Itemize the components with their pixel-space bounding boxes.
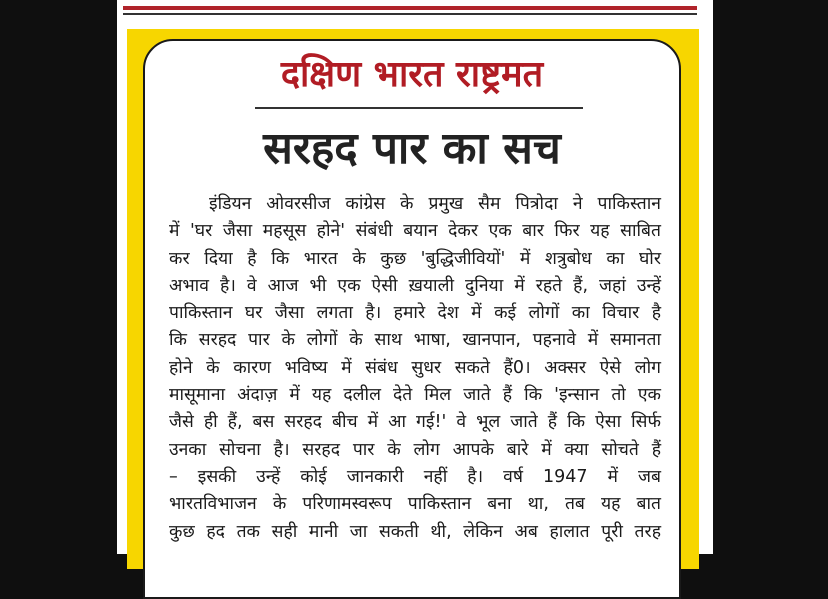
- article-line: पाकिस्तान घर जैसा लगता है। हमारे देश में कई लोगों का विचार है: [169, 303, 661, 324]
- masthead-title: दक्षिण भारत राष्ट्रमत: [280, 54, 544, 95]
- editorial-card: [143, 39, 681, 599]
- article-line: उनका सोचना है। सरहद पार के लोग आपके बारे में क्या सोचते हैं: [169, 439, 661, 460]
- article-line: होने के कारण भविष्य में संबंध सुधर सकते हैं0। अक्सर ऐसे लोग: [169, 357, 661, 378]
- article-headline: सरहद पार का सच: [263, 123, 561, 174]
- article-line: जैसे ही हैं, बस सरहद बीच में आ गई!' वे भूल जाते हैं कि ऐसा सिर्फ: [169, 412, 661, 433]
- article-line: कर दिया है कि भारत के कुछ 'बुद्धिजीवियों' में शत्रुबोध का घोर: [169, 248, 661, 269]
- article-line: अभाव है। वे आज भी एक ऐसी ख़याली दुनिया में रहते हैं, जहां उन्हें: [169, 275, 661, 296]
- article-line: कि सरहद पार के लोगों के साथ भाषा, खानपान, पहनावे में समानता: [169, 330, 661, 351]
- newspaper-page: [117, 0, 713, 554]
- yellow-frame: [127, 29, 699, 569]
- article-line: में 'घर जैसा महसूस होने' संबंधी बयान देकर एक बार फिर यह साबित: [169, 221, 661, 242]
- article-body: [169, 191, 661, 546]
- article-line: – इसकी उन्हें कोई जानकारी नहीं है। वर्ष 1947 में जब: [169, 466, 661, 487]
- article-line: कुछ हद तक सही मानी जा सकती थी, लेकिन अब हालात पूरी तरह: [169, 521, 661, 542]
- article-line: इंडियन ओवरसीज कांग्रेस के प्रमुख सैम पित्रोदा ने पाकिस्तान: [209, 194, 661, 214]
- article-line: मासूमाना अंदाज़ में यह दलील देते मिल जाते हैं कि 'इन्सान तो एक: [169, 385, 661, 406]
- masthead-divider: [255, 107, 583, 109]
- top-dark-rule: [123, 13, 697, 15]
- top-red-rule: [123, 6, 697, 10]
- article-line: भारतविभाजन के परिणामस्वरूप पाकिस्तान बना था, तब यह बात: [169, 494, 661, 515]
